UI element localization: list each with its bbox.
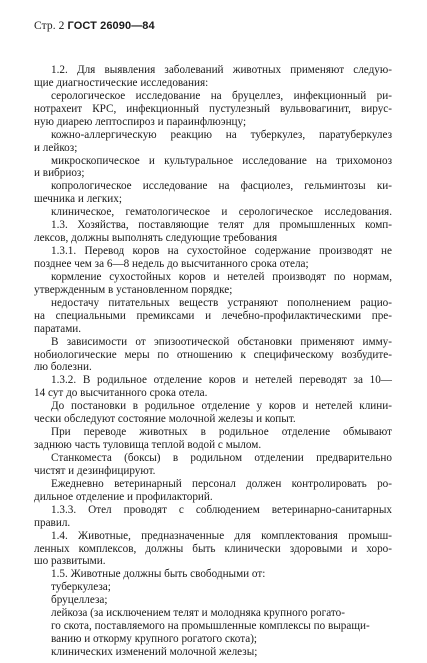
text-line: нобиологические меры по отношению к специфическому возбудите- (34, 348, 392, 361)
text-line: 1.3.1. Перевод коров на сухостойное содержание производят не (51, 245, 392, 258)
text-line: лю болезни. (34, 361, 92, 374)
text-line: кожно-аллергическую реакцию на туберкулез, паратуберкулез (51, 128, 392, 141)
text-line: заднюю часть туловища теплой водой с мылом. (34, 439, 262, 452)
text-line: паратами. (34, 322, 82, 335)
text-line: копрологическое исследование на фасциолез, гельминтозы ки- (51, 180, 392, 193)
text-line: 1.3.2. В родильное отделение коров и нетелей переводят за 10— (51, 374, 392, 387)
text-line: ленных комплексов, должны быть клинически здоровыми и хоро- (34, 542, 392, 555)
text-line: утвержденным в установленном порядке; (34, 283, 233, 296)
text-line: клиническое, гематологическое и серологическое исследования. (51, 206, 392, 219)
text-line: микроскопическое и культуральное исследование на трихомоноз (51, 154, 392, 167)
text-line: го скота, поставляемого на промышленные комплексы по выращи- (51, 620, 370, 633)
text-line: туберкулеза; (51, 581, 111, 594)
text-line: и вибриоз; (34, 167, 85, 180)
text-line: 1.3.3. Отел проводят с соблюдением ветеринарно-санитарных (51, 503, 392, 516)
text-line: на специальными премиксами и лечебно-профилактическими пре- (34, 309, 392, 322)
text-line: лексов, должны выполнять следующие требования (34, 232, 278, 245)
page-number: Стр. 2 (34, 20, 65, 32)
text-line: и лейкоз; (34, 141, 78, 154)
text-line: В зависимости от эпизоотической обстановки применяют имму- (51, 335, 392, 348)
text-line: При переводе животных в родильное отделение обмывают (51, 426, 392, 439)
text-line: серологическое исследование на бруцеллез, инфекционный ри- (51, 89, 392, 102)
text-line: 1.2. Для выявления заболеваний животных применяют следую- (51, 64, 392, 76)
text-line: нотрахеит КРС, инфекционный пустулезный вульвовагинит, вирус- (34, 102, 392, 115)
text-line: позднее чем за 6—8 недель до высчитанного срока отела; (34, 258, 309, 270)
text-line: До постановки в родильное отделение у коров и нетелей клини- (51, 400, 392, 413)
standard-number: ГОСТ 26090—84 (67, 20, 155, 32)
text-line: Станкоместа (боксы) в родильном отделении предварительно (51, 452, 392, 464)
text-line: ванию и откорму крупного рогатого скота); (51, 633, 258, 646)
text-line: чески обследуют состояние молочной железы и копыт. (34, 413, 296, 426)
text-line: правил. (34, 516, 71, 529)
text-line: 1.3. Хозяйства, поставляющие телят для промышленных комп- (51, 219, 392, 232)
text-line: щие диагностические исследования: (34, 76, 209, 89)
text-line: шо развитыми. (34, 555, 106, 568)
text-line: Ежедневно ветеринарный персонал должен контролировать ро- (51, 477, 392, 490)
text-line: недостачу питательных веществ устраняют пополнением рацио- (51, 296, 392, 309)
text-line: 14 сут до высчитанного срока отела. (34, 387, 208, 400)
text-line: бруцеллеза; (51, 594, 108, 607)
text-line: ную диарею лептоспироз и параинфлюэнцу; (34, 115, 247, 128)
text-line: дильное отделение и профилакторий. (34, 490, 213, 503)
text-line: лейкоза (за исключением телят и молодняка крупного рогато- (51, 607, 345, 620)
text-line: кормление сухостойных коров и нетелей производят по нормам, (51, 270, 392, 283)
text-line: шечника и легких; (34, 193, 122, 206)
text-line: 1.5. Животные должны быть свободными от: (51, 568, 266, 581)
text-line: чистят и дезинфицируют. (34, 464, 156, 477)
text-line: 1.4. Животные, предназначенные для комплектования промыш- (51, 529, 392, 542)
text-line: клинических изменений молочной железы; (51, 646, 258, 658)
